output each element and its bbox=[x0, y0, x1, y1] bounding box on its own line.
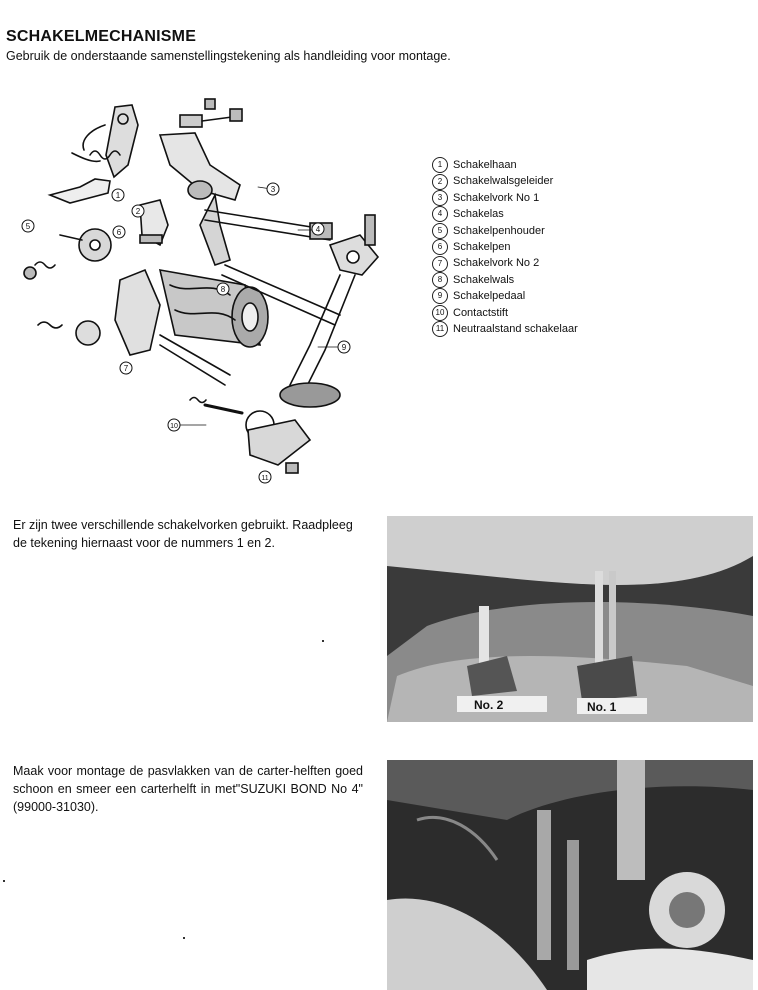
callout-8 bbox=[217, 283, 229, 295]
exploded-assembly-diagram bbox=[10, 95, 410, 495]
legend-number: 1 bbox=[432, 157, 448, 173]
callout-10 bbox=[168, 419, 180, 431]
page-subtitle: Gebruik de onderstaande samenstellingstekening als handleiding voor montage. bbox=[6, 49, 451, 63]
legend-number: 11 bbox=[432, 321, 448, 337]
legend-item bbox=[432, 173, 578, 189]
photo-shift-forks bbox=[387, 516, 753, 722]
legend-label: Schakelpen bbox=[453, 241, 511, 254]
svg-text:10: 10 bbox=[170, 423, 178, 430]
legend-number: 6 bbox=[432, 239, 448, 255]
legend-item bbox=[432, 223, 578, 239]
svg-text:7: 7 bbox=[123, 364, 129, 373]
legend-item bbox=[432, 288, 578, 304]
legend-label: Schakelwals bbox=[453, 273, 515, 286]
page-title: SCHAKELMECHANISME bbox=[6, 28, 197, 45]
svg-text:1: 1 bbox=[115, 191, 121, 200]
callout-9 bbox=[338, 341, 350, 353]
photo-label-no2: No. 2 bbox=[474, 698, 504, 712]
section1-text: Er zijn twee verschillende schakelvorken gebruikt. Raadpleeg de tekening hiernaast voor de nummers 1 en 2. bbox=[13, 518, 353, 550]
legend-item bbox=[432, 239, 578, 255]
legend-label: Contactstift bbox=[453, 306, 509, 319]
legend-number: 5 bbox=[432, 223, 448, 239]
legend-item bbox=[432, 206, 578, 222]
legend-number: 7 bbox=[432, 256, 448, 272]
svg-text:8: 8 bbox=[220, 285, 226, 294]
legend-number: 10 bbox=[432, 305, 448, 321]
section2-text: Maak voor montage de pasvlakken van de carter-helften goed schoon en smeer een carterhelft in met"SUZUKI BOND No 4" (99000-31030). bbox=[13, 764, 363, 814]
legend-number: 2 bbox=[432, 174, 448, 190]
svg-text:11: 11 bbox=[261, 475, 269, 482]
photo-label-no1: No. 1 bbox=[587, 700, 617, 714]
callout-11 bbox=[259, 471, 271, 483]
parts-legend bbox=[432, 157, 578, 337]
legend-item bbox=[432, 321, 578, 337]
legend-label: Schakelvork No 1 bbox=[453, 191, 540, 204]
legend-item bbox=[432, 157, 578, 173]
callout-3 bbox=[267, 183, 279, 195]
legend-label: Neutraalstand schakelaar bbox=[453, 323, 578, 336]
legend-label: Schakelas bbox=[453, 208, 504, 221]
legend-item bbox=[432, 190, 578, 206]
callout-1 bbox=[112, 189, 124, 201]
callout-5 bbox=[22, 220, 34, 232]
svg-text:2: 2 bbox=[135, 207, 141, 216]
svg-text:3: 3 bbox=[270, 185, 276, 194]
legend-label: Schakelpedaal bbox=[453, 290, 526, 303]
legend-label: Schakelhaan bbox=[453, 159, 517, 171]
callout-2 bbox=[132, 205, 144, 217]
legend-number: 9 bbox=[432, 288, 448, 304]
svg-text:6: 6 bbox=[116, 228, 122, 237]
legend-number: 3 bbox=[432, 190, 448, 206]
callout-6 bbox=[113, 226, 125, 238]
photo-crankcase bbox=[387, 760, 753, 990]
legend-item bbox=[432, 305, 578, 321]
legend-label: Schakelvork No 2 bbox=[453, 257, 540, 270]
legend-label: Schakelpenhouder bbox=[453, 224, 545, 237]
legend-number: 4 bbox=[432, 206, 448, 222]
svg-text:4: 4 bbox=[315, 225, 321, 234]
svg-text:9: 9 bbox=[341, 343, 347, 352]
legend-item bbox=[432, 255, 578, 271]
legend-label: Schakelwalsgeleider bbox=[453, 175, 554, 188]
callout-4 bbox=[312, 223, 324, 235]
callout-7 bbox=[120, 362, 132, 374]
svg-text:5: 5 bbox=[25, 222, 31, 231]
legend-number: 8 bbox=[432, 272, 448, 288]
legend-item bbox=[432, 272, 578, 288]
